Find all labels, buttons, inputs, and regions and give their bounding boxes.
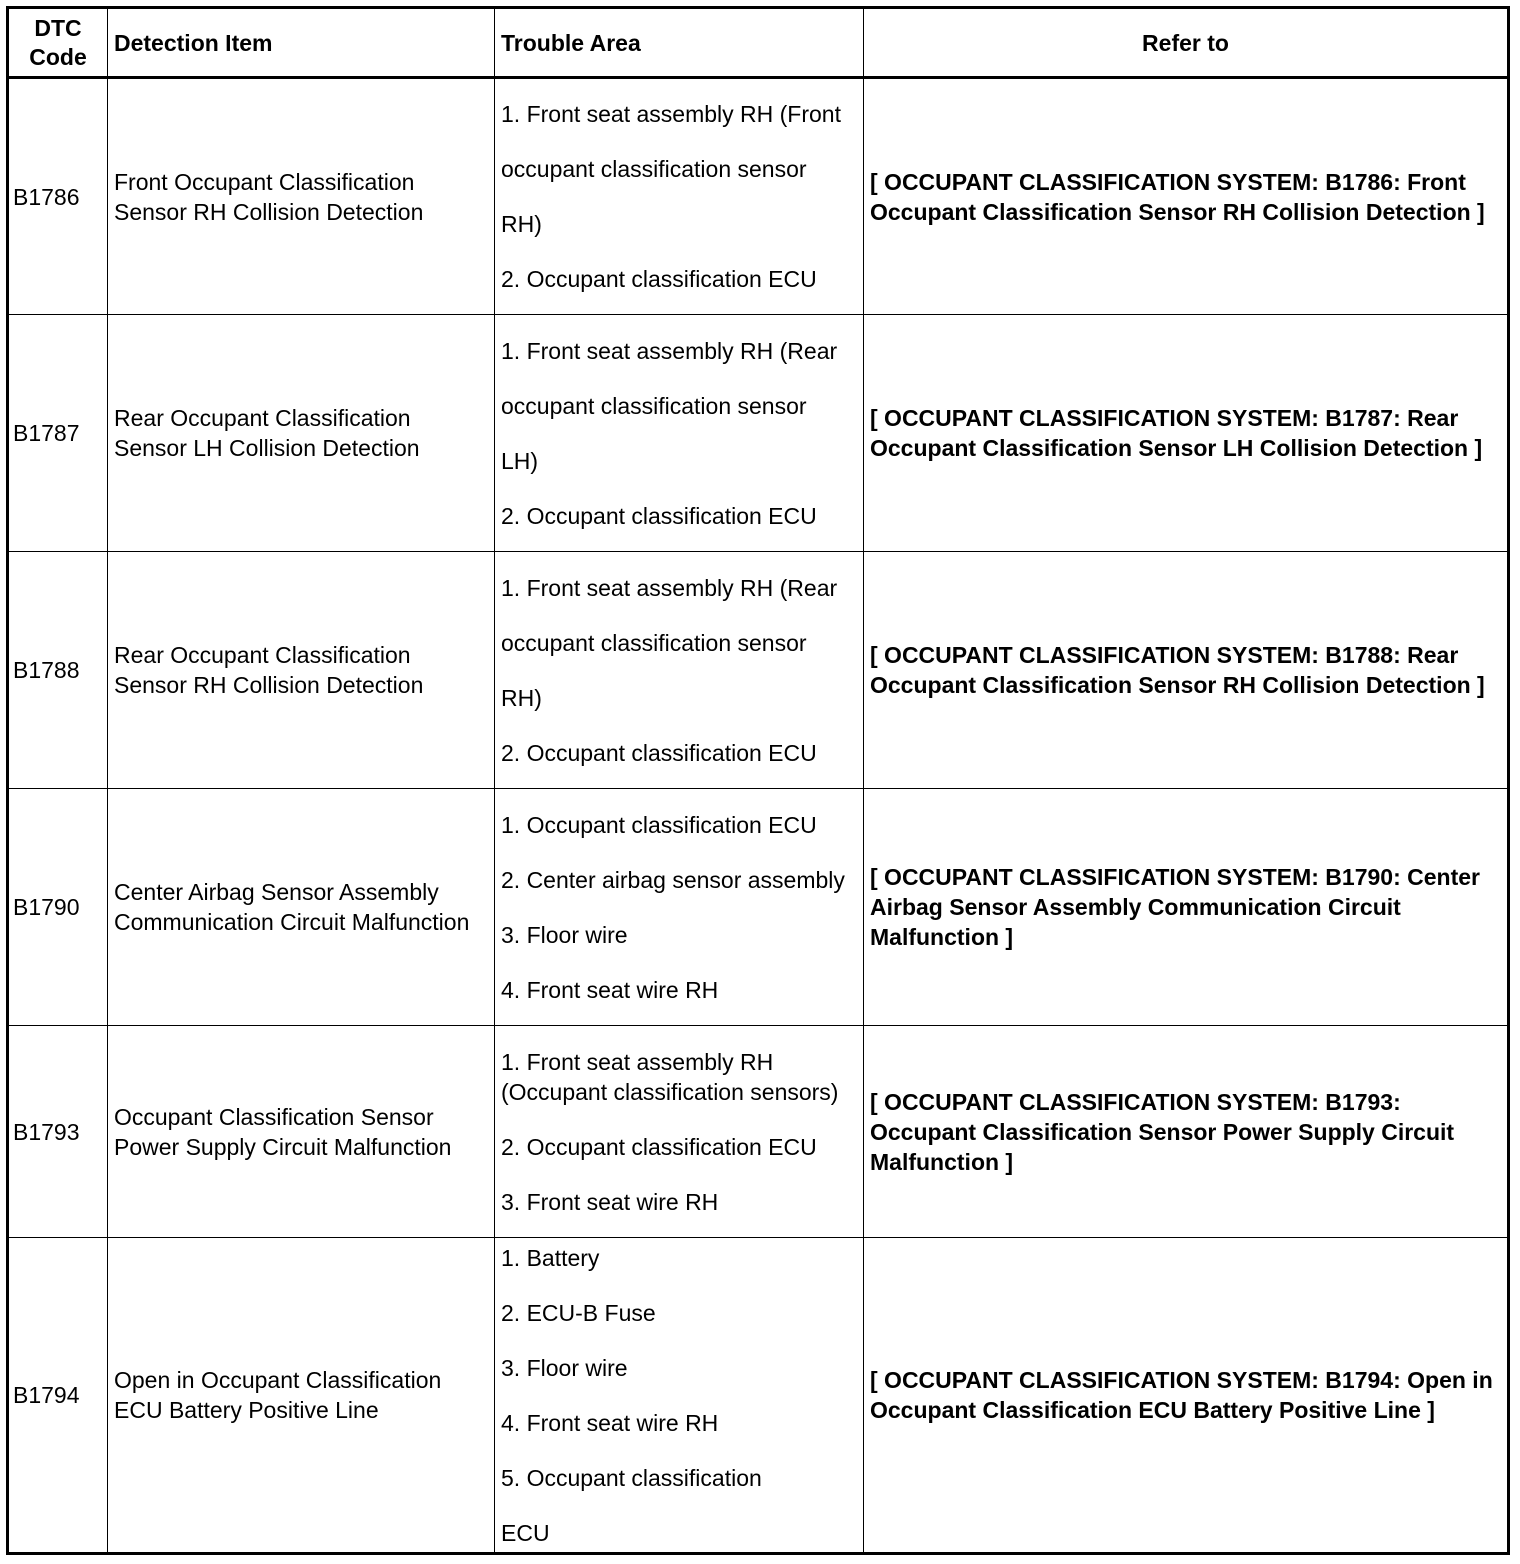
trouble-area-line: occupant classification sensor bbox=[501, 156, 807, 182]
header-dtc-code-line1: DTC bbox=[34, 14, 82, 41]
trouble-area-line: occupant classification sensor bbox=[501, 629, 807, 656]
refer-to-link[interactable]: [ OCCUPANT CLASSIFICATION SYSTEM: B1786: Front Occupant Classification Sensor RH Collision Detection ] bbox=[864, 78, 1509, 315]
dtc-table bbox=[6, 6, 1510, 1555]
refer-to-link[interactable]: [ OCCUPANT CLASSIFICATION SYSTEM: B1793: Occupant Classification Sensor Power Supply Circuit Malfunction ] bbox=[864, 1026, 1509, 1238]
trouble-area-line: 2. Occupant classification ECU bbox=[501, 1133, 817, 1160]
trouble-area-line: 3. Front seat wire RH bbox=[501, 1188, 719, 1215]
refer-to-link[interactable]: [ OCCUPANT CLASSIFICATION SYSTEM: B1794: Open in Occupant Classification ECU Battery Positive Line ] bbox=[864, 1238, 1509, 1554]
trouble-area-cell bbox=[495, 552, 864, 789]
trouble-area-line: 1. Front seat assembly RH (Rear bbox=[501, 574, 838, 601]
trouble-area-line: 4. Front seat wire RH bbox=[501, 1409, 719, 1436]
trouble-area-line: RH) bbox=[501, 684, 542, 711]
refer-to-link[interactable]: [ OCCUPANT CLASSIFICATION SYSTEM: B1787: Rear Occupant Classification Sensor LH Collision Detection ] bbox=[864, 315, 1509, 552]
trouble-area-line: 3. Floor wire bbox=[501, 921, 628, 948]
detection-item-cell: Center Airbag Sensor Assembly Communication Circuit Malfunction bbox=[108, 789, 495, 1026]
header-refer-to: Refer to bbox=[864, 8, 1509, 78]
trouble-area-line: RH) bbox=[501, 211, 542, 237]
detection-item-cell: Front Occupant Classification Sensor RH Collision Detection bbox=[108, 78, 495, 315]
trouble-area-cell bbox=[495, 1238, 864, 1554]
refer-to-link[interactable]: [ OCCUPANT CLASSIFICATION SYSTEM: B1790: Center Airbag Sensor Assembly Communication Circuit Malfunction ] bbox=[864, 789, 1509, 1026]
trouble-area-line: 3. Floor wire bbox=[501, 1354, 628, 1381]
trouble-area-line: 5. Occupant classification bbox=[501, 1464, 762, 1491]
detection-item-cell: Open in Occupant Classification ECU Battery Positive Line bbox=[108, 1238, 495, 1554]
trouble-area-cell bbox=[495, 315, 864, 552]
detection-item-cell: Rear Occupant Classification Sensor LH Collision Detection bbox=[108, 315, 495, 552]
trouble-area-line: LH) bbox=[501, 447, 539, 474]
trouble-area-cell bbox=[495, 78, 864, 315]
trouble-area-line: 1. Front seat assembly RH (Front bbox=[501, 101, 841, 127]
table-row bbox=[8, 78, 1509, 315]
dtc-code-cell: B1787 bbox=[8, 315, 108, 552]
trouble-area-line: 2. ECU-B Fuse bbox=[501, 1299, 656, 1326]
dtc-code-cell: B1794 bbox=[8, 1238, 108, 1554]
table-body bbox=[8, 78, 1509, 1554]
table-row bbox=[8, 315, 1509, 552]
trouble-area-line: 2. Occupant classification ECU bbox=[501, 502, 817, 529]
header-detection-item: Detection Item bbox=[108, 8, 495, 78]
dtc-code-cell: B1793 bbox=[8, 1026, 108, 1238]
trouble-area-line: 2. Center airbag sensor assembly bbox=[501, 866, 845, 893]
header-dtc-code bbox=[8, 8, 108, 78]
header-trouble-area: Trouble Area bbox=[495, 8, 864, 78]
table-header-row bbox=[8, 8, 1509, 78]
trouble-area-line: 1. Battery bbox=[501, 1244, 600, 1271]
trouble-area-line: occupant classification sensor bbox=[501, 392, 807, 419]
header-dtc-code-line2: Code bbox=[29, 43, 87, 70]
trouble-area-line: 4. Front seat wire RH bbox=[501, 976, 719, 1003]
trouble-area-line: 1. Front seat assembly RH (Occupant classification sensors) bbox=[501, 1048, 839, 1105]
trouble-area-line: 2. Occupant classification ECU bbox=[501, 266, 817, 292]
trouble-area-cell bbox=[495, 789, 864, 1026]
detection-item-cell: Rear Occupant Classification Sensor RH Collision Detection bbox=[108, 552, 495, 789]
dtc-code-cell: B1790 bbox=[8, 789, 108, 1026]
table-row bbox=[8, 1026, 1509, 1238]
trouble-area-line: 2. Occupant classification ECU bbox=[501, 739, 817, 766]
trouble-area-line: 1. Occupant classification ECU bbox=[501, 811, 817, 838]
trouble-area-line: 1. Front seat assembly RH (Rear bbox=[501, 337, 838, 364]
detection-item-cell: Occupant Classification Sensor Power Supply Circuit Malfunction bbox=[108, 1026, 495, 1238]
refer-to-link[interactable]: [ OCCUPANT CLASSIFICATION SYSTEM: B1788: Rear Occupant Classification Sensor RH Collision Detection ] bbox=[864, 552, 1509, 789]
trouble-area-line: ECU bbox=[501, 1519, 550, 1546]
dtc-code-cell: B1786 bbox=[8, 78, 108, 315]
trouble-area-cell bbox=[495, 1026, 864, 1238]
table-row bbox=[8, 552, 1509, 789]
table-row bbox=[8, 1238, 1509, 1554]
table-row bbox=[8, 789, 1509, 1026]
dtc-code-cell: B1788 bbox=[8, 552, 108, 789]
